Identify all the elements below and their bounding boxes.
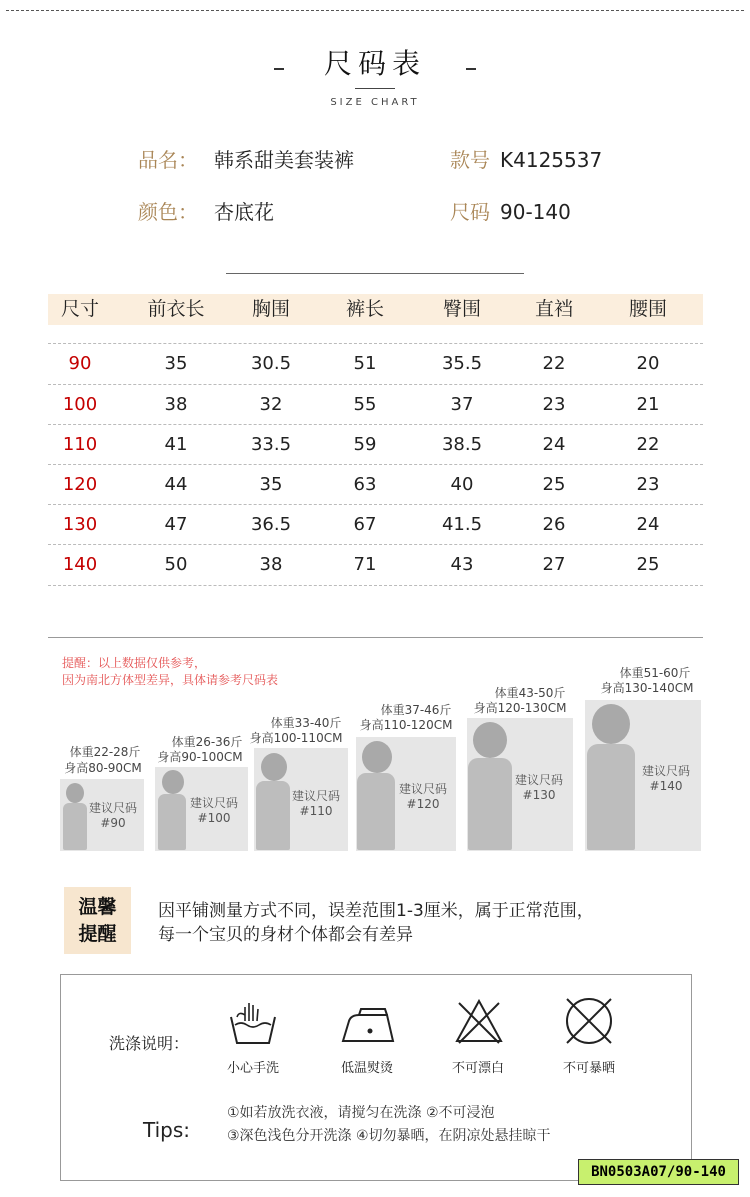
title-dash-right	[466, 68, 476, 70]
header-cell: 臀围	[442, 298, 481, 320]
warm-tag-line-1: 温馨	[78, 896, 117, 918]
top-dashed-divider	[6, 10, 744, 11]
recommend-size: #90	[100, 816, 126, 830]
table-cell: 47	[164, 514, 188, 535]
no-bleach-icon	[453, 997, 505, 1045]
header-cell: 胸围	[251, 298, 290, 320]
child-silhouette-body	[256, 781, 290, 850]
washing-instructions-panel	[60, 974, 692, 1181]
low-iron-label: 低温熨烫	[340, 1061, 393, 1076]
low-iron-icon	[339, 1005, 397, 1045]
table-cell: 35	[259, 474, 283, 495]
hand-wash-icon	[225, 1001, 281, 1047]
no-bleach-label: 不可漂白	[451, 1061, 504, 1076]
recommend-size: #130	[522, 788, 556, 802]
recommend-suggest-label: 建议尺码	[88, 801, 137, 815]
warm-tip-text	[158, 899, 594, 947]
recommend-height: 身高120-130CM	[473, 701, 567, 715]
tips-text	[227, 1102, 551, 1148]
header-cell: 直裆	[534, 298, 573, 320]
table-cell: 22	[636, 434, 660, 455]
header-cell: 裤长	[345, 298, 384, 320]
size-table-header	[48, 294, 703, 325]
table-cell: 44	[164, 474, 188, 495]
table-cell: 36.5	[250, 514, 292, 535]
table-cell: 130	[62, 514, 98, 535]
recommend-suggest-label: 建议尺码	[291, 789, 340, 803]
child-silhouette-body	[357, 773, 395, 850]
table-cell: 24	[542, 434, 566, 455]
child-silhouette-head	[473, 722, 507, 758]
table-cell: 41.5	[441, 514, 483, 535]
page-subtitle: SIZE CHART	[330, 97, 420, 108]
recommend-suggest-label: 建议尺码	[641, 764, 690, 778]
product-size-value: 90-140	[500, 200, 571, 224]
recommend-suggest-label: 建议尺码	[189, 796, 238, 810]
table-cell: 20	[636, 353, 660, 374]
recommend-weight: 体重33-40斤	[270, 716, 342, 730]
warm-tag-line-2: 提醒	[78, 923, 117, 945]
recommend-size: #110	[299, 804, 333, 818]
product-style-label: 款号	[450, 148, 490, 172]
product-style	[450, 144, 602, 173]
product-style-value: K4125537	[500, 148, 603, 172]
recommend-height: 身高100-110CM	[249, 731, 343, 745]
table-cell: 51	[353, 353, 377, 374]
page-title	[0, 42, 750, 82]
title-dash-left	[274, 68, 284, 70]
warm-text-line-1: 因平铺测量方式不同，误差范围1-3厘米，属于正常范围，	[158, 901, 594, 921]
table-cell: 25	[636, 554, 660, 575]
title-underline	[355, 88, 395, 89]
notice-line-2: 因为南北方体型差异，具体请参考尺码表	[62, 673, 279, 687]
recommend-size: #120	[406, 797, 440, 811]
recommend-weight: 体重37-46斤	[380, 703, 452, 717]
tips-label: Tips:	[143, 1118, 191, 1142]
no-sun-dry-icon	[561, 993, 617, 1049]
reference-notice	[62, 655, 278, 689]
table-cell: 37	[450, 394, 474, 415]
header-cell: 前衣长	[147, 298, 205, 320]
child-silhouette-head	[162, 770, 184, 794]
table-row	[48, 544, 703, 586]
table-cell: 55	[353, 394, 377, 415]
recommend-weight: 体重22-28斤	[69, 745, 141, 759]
product-size-label: 尺码	[450, 200, 490, 224]
recommend-weight: 体重26-36斤	[171, 735, 243, 749]
child-silhouette-head	[261, 753, 287, 781]
notice-line-1: 提醒：以上数据仅供参考，	[62, 656, 207, 670]
recommend-weight: 体重51-60斤	[619, 666, 691, 680]
table-cell: 40	[450, 474, 474, 495]
table-cell: 50	[164, 554, 188, 575]
recommend-size: #100	[197, 811, 231, 825]
table-cell: 110	[62, 434, 98, 455]
warm-tip-tag	[64, 887, 131, 954]
warm-text-line-2: 每一个宝贝的身材个体都会有差异	[158, 925, 413, 945]
table-cell: 38	[164, 394, 188, 415]
tips-line-2: ③深色浅色分开洗涤 ④切勿暴晒，在阴凉处悬挂晾干	[227, 1128, 551, 1144]
table-cell: 71	[353, 554, 377, 575]
title-text: 尺码表	[323, 47, 426, 80]
header-cell: 尺寸	[60, 298, 99, 320]
no-sun-dry-label: 不可暴晒	[562, 1061, 615, 1076]
child-silhouette-body	[158, 794, 186, 850]
table-cell: 59	[353, 434, 377, 455]
child-silhouette-head	[66, 783, 84, 803]
recommend-weight: 体重43-50斤	[494, 686, 566, 700]
child-silhouette-head	[362, 741, 392, 773]
table-cell: 25	[542, 474, 566, 495]
table-cell: 38.5	[441, 434, 483, 455]
table-cell: 100	[62, 394, 98, 415]
product-name	[138, 144, 354, 173]
section-divider	[48, 637, 703, 638]
table-cell: 35	[164, 353, 188, 374]
table-row	[48, 424, 703, 465]
recommend-height: 身高130-140CM	[600, 681, 694, 695]
table-cell: 38	[259, 554, 283, 575]
table-cell: 120	[62, 474, 98, 495]
child-silhouette-body	[587, 744, 635, 850]
product-code-badge: BN0503A07/90-140	[578, 1159, 739, 1185]
table-cell: 33.5	[250, 434, 292, 455]
table-cell: 22	[542, 353, 566, 374]
recommend-height: 身高90-100CM	[157, 750, 243, 764]
recommend-suggest-label: 建议尺码	[514, 773, 563, 787]
header-cell: 腰围	[628, 298, 667, 320]
table-cell: 63	[353, 474, 377, 495]
table-cell: 24	[636, 514, 660, 535]
child-silhouette-head	[592, 704, 630, 744]
table-cell: 26	[542, 514, 566, 535]
table-row	[48, 384, 703, 425]
child-silhouette-body	[468, 758, 512, 850]
recommend-suggest-label: 建议尺码	[398, 782, 447, 796]
table-cell: 140	[62, 554, 98, 575]
product-name-value: 韩系甜美套装裤	[214, 148, 354, 172]
table-cell: 23	[542, 394, 566, 415]
product-size-range	[450, 196, 571, 225]
recommend-height: 身高80-90CM	[64, 761, 142, 775]
hand-wash-label: 小心手洗	[226, 1061, 279, 1076]
table-cell: 23	[636, 474, 660, 495]
recommend-height: 身高110-120CM	[359, 718, 453, 732]
recommend-size: #140	[649, 779, 683, 793]
table-cell: 67	[353, 514, 377, 535]
product-color-value: 杏底花	[214, 200, 274, 224]
product-name-label: 品名：	[138, 148, 198, 172]
product-color-label: 颜色：	[138, 200, 198, 224]
table-cell: 30.5	[250, 353, 292, 374]
table-cell: 43	[450, 554, 474, 575]
table-cell: 41	[164, 434, 188, 455]
table-row	[48, 504, 703, 545]
table-cell: 35.5	[441, 353, 483, 374]
product-color	[138, 196, 274, 225]
table-cell: 21	[636, 394, 660, 415]
table-cell: 32	[259, 394, 283, 415]
table-row	[48, 343, 703, 384]
tips-line-1: ①如若放洗衣液，请搅匀在洗涤 ②不可浸泡	[227, 1105, 495, 1121]
washing-title: 洗涤说明：	[109, 1034, 190, 1053]
table-row	[48, 464, 703, 505]
table-cell: 27	[542, 554, 566, 575]
table-cell: 90	[68, 353, 92, 374]
section-separator	[226, 273, 524, 274]
